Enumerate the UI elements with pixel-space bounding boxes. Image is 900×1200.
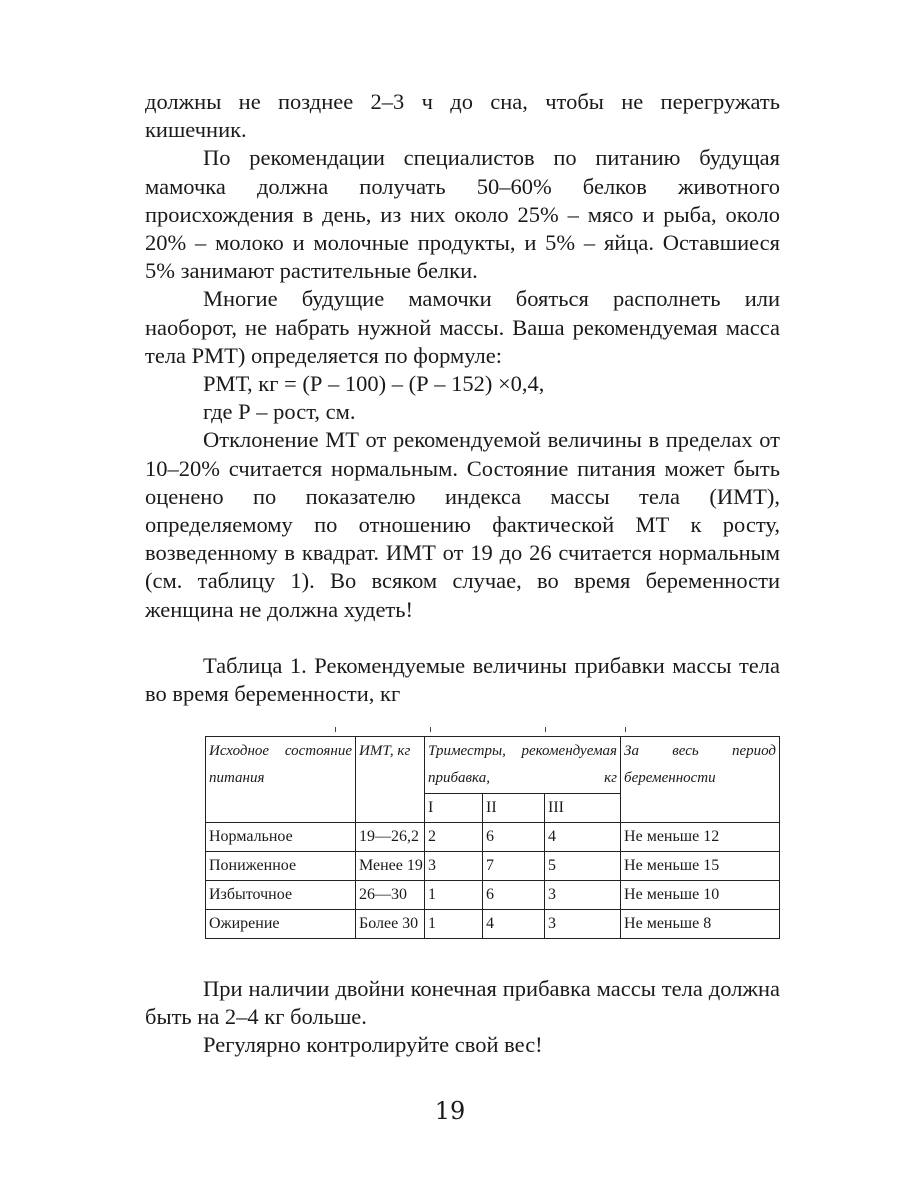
header-trimester-1: I [425, 794, 483, 823]
body-text [145, 88, 780, 624]
header-state: Исходное состояние питания [206, 737, 356, 823]
paragraph-weight: Многие будущие мамочки бояться располнеть или наоборот, не набрать нужной массы. Ваша рекомендуемая масса тела РМТ) определяется по формуле: [145, 286, 780, 368]
table-caption: Таблица 1. Рекомендуемые величины прибавки массы тела во время беременности, кг [145, 653, 780, 707]
table-row [206, 823, 780, 852]
cell-total: Не меньше 12 [621, 823, 780, 852]
cell-total: Не меньше 8 [621, 910, 780, 939]
table-row [206, 910, 780, 939]
cell-bmi: Менее 19 [356, 852, 425, 881]
cell-state: Нормальное [206, 823, 356, 852]
cell-t3: 4 [545, 823, 621, 852]
paragraph-control-weight: Регулярно контролируйте свой вес! [203, 1032, 543, 1058]
cell-bmi: 19—26,2 [356, 823, 425, 852]
cell-t3: 3 [545, 910, 621, 939]
header-total: За весь период беременности [621, 737, 780, 823]
page-number: 19 [434, 1097, 466, 1125]
cell-t3: 3 [545, 881, 621, 910]
cell-t1: 1 [425, 910, 483, 939]
table-caption-block [145, 652, 780, 708]
header-bmi: ИМТ, кг [356, 737, 425, 823]
paragraph-twins: При наличии двойни конечная прибавка массы тела должна быть на 2–4 кг больше. [145, 976, 780, 1030]
table-header-row [206, 737, 780, 794]
cell-t1: 2 [425, 823, 483, 852]
header-trimester-3: III [545, 794, 621, 823]
tick-mark [430, 727, 431, 732]
cell-total: Не меньше 10 [621, 881, 780, 910]
cell-state: Пониженное [206, 852, 356, 881]
header-trimester-2: II [483, 794, 545, 823]
cell-state: Избыточное [206, 881, 356, 910]
weight-gain-table [205, 736, 780, 939]
table-row [206, 852, 780, 881]
formula: РМТ, кг = (Р – 100) – (Р – 152) ×0,4, [203, 371, 545, 397]
paragraph-continuation: должны не позднее 2–3 ч до сна, чтобы не перегружать кишечник. [145, 89, 780, 143]
cell-state: Ожирение [206, 910, 356, 939]
formula-note: где Р – рост, см. [203, 399, 356, 425]
cell-bmi: Более 30 [356, 910, 425, 939]
scan-tick-marks [205, 727, 780, 735]
tick-mark [625, 727, 626, 732]
paragraph-protein: По рекомендации специалистов по питанию будущая мамочка должна получать 50–60% белков животного происхождения в день, из них около 25% – мясо и рыба, около 20% – молоко и молочные продукты, и 5% – яйца. Оставшиеся 5% занимают растительные белки. [145, 145, 780, 284]
paragraph-bmi: Отклонение МТ от рекомендуемой величины в пределах от 10–20% считается нормальным. Состояние питания может быть оценено по показателю индекса массы тела (ИМТ), определяемому по отношению фактической МТ к росту, возведенному в квадрат. ИМТ от 19 до 26 считается нормальным (см. таблицу 1). Во всяком случае, во время беременности женщина не должна худеть! [145, 427, 780, 622]
cell-t2: 6 [483, 823, 545, 852]
cell-t1: 1 [425, 881, 483, 910]
cell-t3: 5 [545, 852, 621, 881]
cell-t2: 4 [483, 910, 545, 939]
closing-text [145, 975, 780, 1060]
cell-t1: 3 [425, 852, 483, 881]
tick-mark [335, 727, 336, 732]
cell-bmi: 26—30 [356, 881, 425, 910]
header-trimesters: Триместры, рекомендуемая прибавка, кг [425, 737, 621, 794]
cell-total: Не меньше 15 [621, 852, 780, 881]
cell-t2: 6 [483, 881, 545, 910]
tick-mark [545, 727, 546, 732]
cell-t2: 7 [483, 852, 545, 881]
table-row [206, 881, 780, 910]
